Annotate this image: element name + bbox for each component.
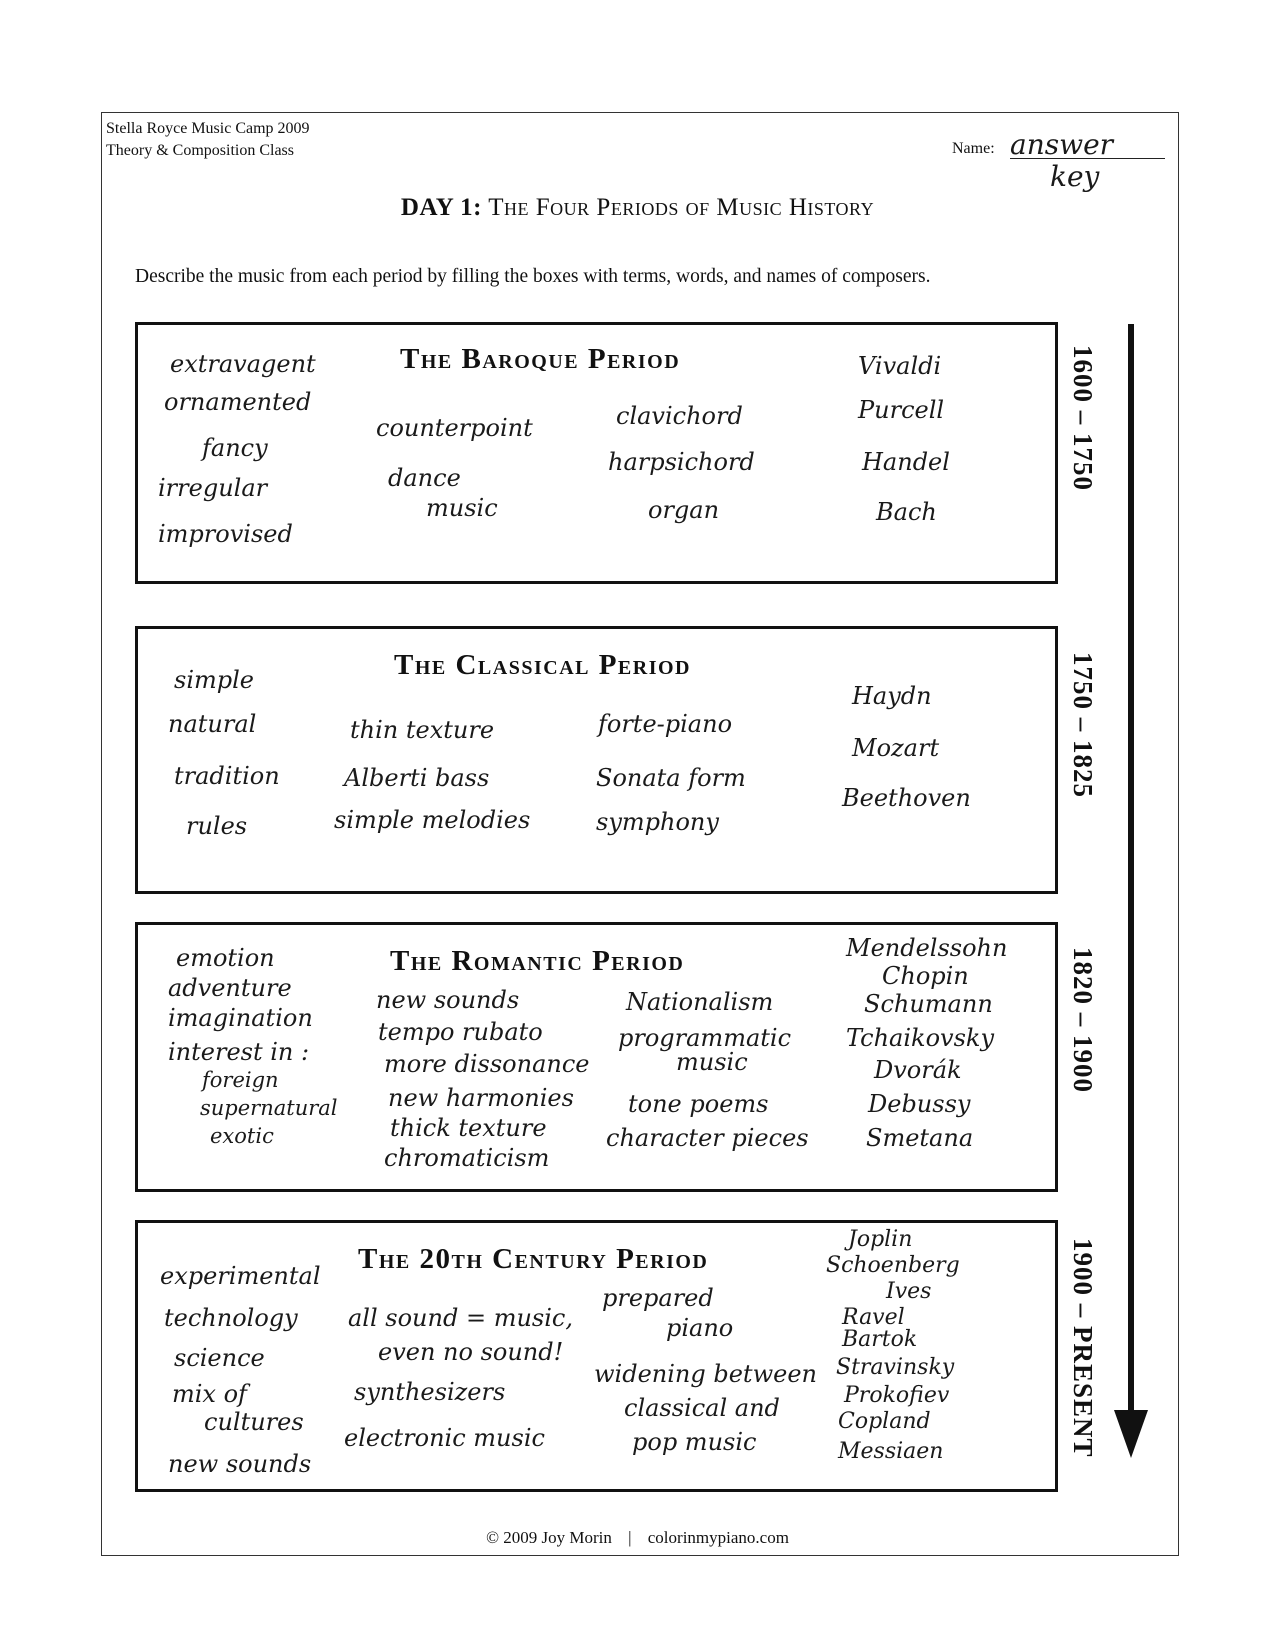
term: irregular [158,474,268,502]
term: imagination [168,1004,313,1032]
instructions: Describe the music from each period by filling the boxes with terms, words, and names of composers. [135,266,931,287]
term: natural [168,710,257,738]
term: fancy [202,434,268,462]
term: supernatural [200,1096,338,1120]
composer: Bartok [842,1327,918,1352]
footer-copyright: © 2009 Joy Morin [486,1528,612,1547]
composer: Schoenberg [826,1253,960,1278]
term: tempo rubato [378,1018,543,1046]
timeline-arrow-shaft [1128,324,1134,1414]
name-value-line1: answer [1010,128,1114,161]
term: forte-piano [598,710,733,738]
name-value-line2: key [1050,160,1100,193]
footer-separator: | [628,1528,632,1547]
term: simple [174,666,254,694]
term: technology [164,1304,298,1332]
term: all sound = music, [348,1304,573,1332]
composer: Purcell [858,396,945,424]
term: improvised [158,520,293,548]
composer: Joplin [848,1227,913,1252]
composer: Ives [886,1279,932,1304]
term: extravagent [170,350,316,378]
term: emotion [176,944,275,972]
term: widening between [594,1360,817,1388]
instrument: harpsichord [608,448,755,476]
term: character pieces [606,1124,809,1152]
term: programmatic [618,1024,792,1052]
term: dance [388,464,461,492]
period-title: The 20th Century Period [358,1243,709,1275]
term: Nationalism [626,988,774,1016]
title-day: DAY 1: [400,194,482,221]
term: ornamented [164,388,312,416]
term: even no sound! [378,1338,564,1366]
footer-site: colorinmypiano.com [647,1528,789,1547]
footer [0,1528,1275,1548]
period-box-classical [135,626,1058,894]
term: classical and [624,1394,780,1422]
term: experimental [160,1262,321,1290]
composer: Mendelssohn [846,934,1008,962]
composer: Ravel [842,1305,905,1330]
date-range-romantic: 1820 – 1900 [1068,947,1098,1093]
term: counterpoint [376,414,533,442]
term: chromaticism [384,1144,550,1172]
term: Sonata form [596,764,746,792]
term: tradition [174,762,280,790]
composer: Beethoven [842,784,971,812]
class-name: Theory & Composition Class [106,142,294,159]
period-box-baroque [135,322,1058,584]
period-title: The Baroque Period [400,343,681,375]
period-title: The Romantic Period [390,945,685,977]
term: synthesizers [354,1378,506,1406]
composer: Stravinsky [836,1355,955,1380]
term: tone poems [628,1090,769,1118]
term: music [676,1048,748,1076]
term: exotic [210,1124,274,1148]
period-box-romantic [135,922,1058,1192]
composer: Copland [838,1409,931,1434]
term: Alberti bass [344,764,490,792]
term: science [174,1344,265,1372]
composer: Chopin [882,962,969,990]
date-range-classical: 1750 – 1825 [1068,652,1098,798]
term: foreign [202,1068,279,1092]
composer: Haydn [852,682,932,710]
term: adventure [168,974,292,1002]
composer: Vivaldi [858,352,942,380]
term: thick texture [390,1114,547,1142]
period-title: The Classical Period [394,649,692,681]
composer: Debussy [868,1090,971,1118]
composer: Bach [876,498,937,526]
name-label: Name: [952,140,995,157]
composer: Prokofiev [844,1383,950,1408]
period-box-20th-century [135,1220,1058,1492]
term: prepared [602,1284,714,1312]
composer: Messiaen [838,1439,944,1464]
term: piano [666,1314,734,1342]
title-text: The Four Periods of Music History [488,194,875,221]
timeline-arrow-icon [1114,1410,1148,1458]
composer: Dvorák [874,1056,962,1084]
term: electronic music [344,1424,545,1452]
term: rules [186,812,248,840]
term: new harmonies [388,1084,574,1112]
term: simple melodies [334,806,531,834]
composer: Handel [862,448,950,476]
term: new sounds [376,986,520,1014]
date-range-baroque: 1600 – 1750 [1068,345,1098,491]
term: music [426,494,498,522]
composer: Tchaikovsky [846,1024,994,1052]
page-title [0,194,1275,222]
date-range-20th-century: 1900 – PRESENT [1068,1238,1098,1458]
composer: Smetana [866,1124,974,1152]
term: more dissonance [384,1050,590,1078]
term: thin texture [350,716,495,744]
camp-name: Stella Royce Music Camp 2009 [106,120,310,137]
term: new sounds [168,1450,312,1478]
term: interest in : [168,1038,310,1066]
instrument: clavichord [616,402,743,430]
instrument: organ [648,496,720,524]
term: symphony [596,808,719,836]
term: pop music [632,1428,757,1456]
composer: Mozart [852,734,940,762]
term: mix of [172,1380,247,1408]
composer: Schumann [864,990,993,1018]
term: cultures [204,1408,304,1436]
